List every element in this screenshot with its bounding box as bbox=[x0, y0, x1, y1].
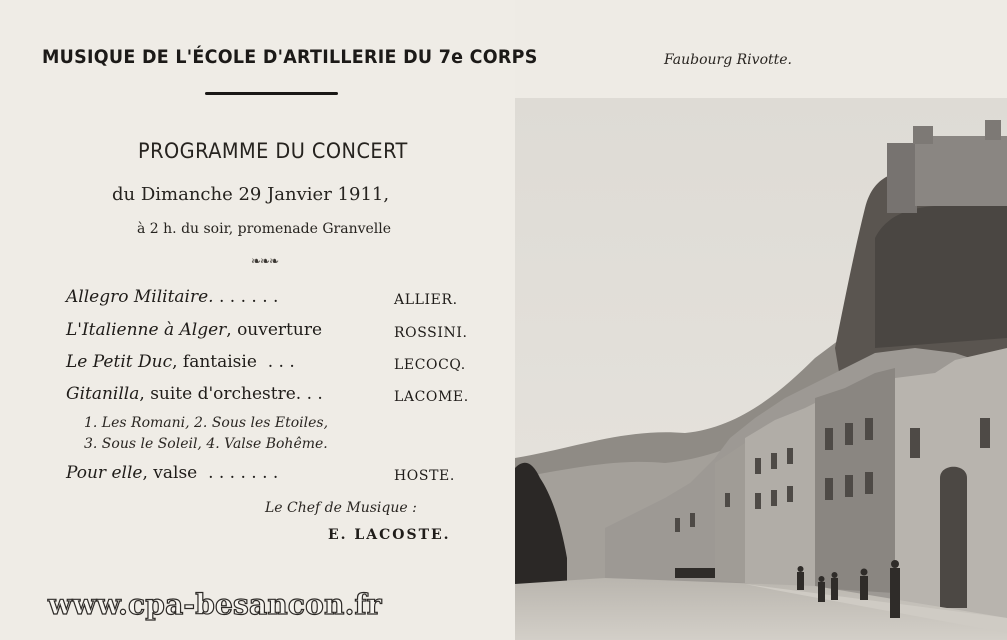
concert-date: du Dimanche 29 Janvier 1911, bbox=[112, 184, 390, 205]
chef-name: E. LACOSTE. bbox=[328, 527, 451, 543]
composer: HOSTE. bbox=[394, 468, 455, 484]
piece-desc: , suite d'orchestre. bbox=[139, 384, 302, 404]
piece-desc: , ouverture bbox=[226, 320, 323, 340]
composer: LACOME. bbox=[394, 389, 469, 405]
header-title: MUSIQUE DE L'ÉCOLE D'ARTILLERIE DU 7e CORPS bbox=[42, 46, 538, 68]
piece-title: Allegro Militaire. bbox=[66, 287, 214, 307]
piece-desc: , valse bbox=[142, 463, 198, 483]
programme-title: PROGRAMME DU CONCERT bbox=[138, 139, 408, 163]
programme-item bbox=[66, 463, 278, 483]
chef-label: Le Chef de Musique : bbox=[265, 500, 417, 516]
leader-dots: . . bbox=[306, 384, 323, 404]
concert-time-place: à 2 h. du soir, promenade Granvelle bbox=[137, 221, 392, 237]
photo-caption: Faubourg Rivotte. bbox=[664, 52, 792, 68]
piece-title: L'Italienne à Alger bbox=[66, 320, 227, 340]
header-divider bbox=[205, 92, 338, 95]
movement-line: 1. Les Romani, 2. Sous les Etoiles, bbox=[84, 415, 329, 431]
programme-item bbox=[66, 384, 323, 404]
leader-dots: . . . . . . . bbox=[208, 463, 279, 483]
programme-item bbox=[66, 320, 322, 340]
composer: ROSSINI. bbox=[394, 325, 468, 341]
leader-dots: . . . . . . bbox=[218, 287, 279, 307]
programme-item bbox=[66, 352, 295, 372]
composer: ALLIER. bbox=[394, 292, 458, 308]
movement-line: 3. Sous le Soleil, 4. Valse Bohême. bbox=[84, 436, 328, 452]
street-photo-illustration bbox=[515, 98, 1007, 640]
composer: LECOCQ. bbox=[394, 357, 466, 373]
piece-title: Gitanilla bbox=[66, 384, 140, 404]
piece-title: Le Petit Duc bbox=[66, 352, 173, 372]
watermark-url: www.cpa-besancon.fr bbox=[48, 588, 382, 621]
leader-dots: . . . bbox=[267, 352, 295, 372]
piece-title: Pour elle bbox=[66, 463, 143, 483]
piece-desc: , fantaisie bbox=[172, 352, 257, 372]
programme-item bbox=[66, 287, 278, 307]
street-photograph bbox=[515, 98, 1007, 640]
ornament-divider: ❧❧❧ bbox=[251, 254, 279, 268]
